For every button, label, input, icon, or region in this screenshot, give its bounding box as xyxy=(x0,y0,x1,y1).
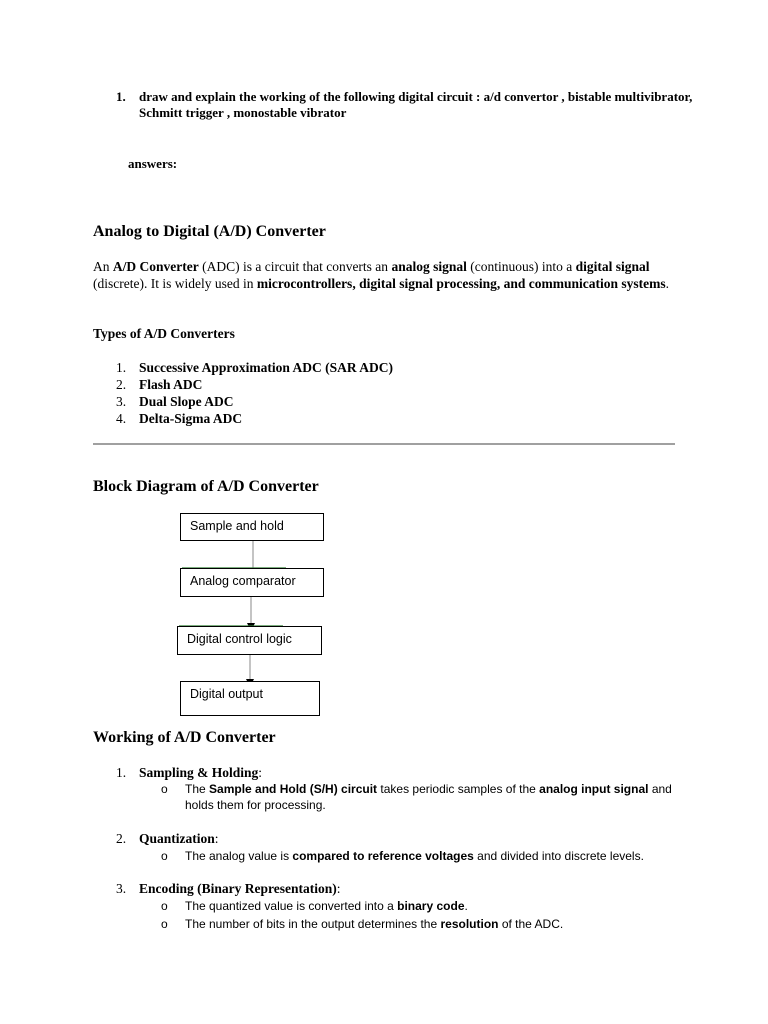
step-number: 1. xyxy=(116,765,127,780)
step-detail xyxy=(185,781,685,813)
list-item xyxy=(116,359,393,376)
step-title xyxy=(139,881,341,897)
step-title xyxy=(139,765,262,781)
bullet-icon: o xyxy=(161,899,168,913)
list-label: Flash ADC xyxy=(139,377,203,392)
list-item xyxy=(116,376,393,393)
detail-text: The quantized value is converted into a xyxy=(185,899,398,913)
step-label: Quantization xyxy=(139,831,215,846)
bullet-icon: o xyxy=(161,917,168,931)
diagram-box-sample-and-hold: Sample and hold xyxy=(180,513,324,541)
intro-text: . xyxy=(665,275,669,291)
list-label: Delta-Sigma ADC xyxy=(139,411,243,426)
types-list xyxy=(116,359,393,427)
detail-bold: analog input signal xyxy=(539,782,649,796)
step-title xyxy=(139,831,219,847)
detail-text: The analog value is xyxy=(185,849,293,863)
step-detail xyxy=(185,848,685,864)
detail-text: and divided into discrete levels. xyxy=(473,849,644,863)
detail-bold: resolution xyxy=(440,917,499,931)
step-label: Encoding (Binary Representation) xyxy=(139,881,337,896)
step-label: Sampling & Holding xyxy=(139,765,259,780)
question-text: draw and explain the working of the following digital circuit : a/d convertor , bistable multivibrator, Schmitt trigger , monostable vibrator xyxy=(139,89,693,120)
detail-text: The xyxy=(185,782,210,796)
intro-text: (ADC) is a circuit that converts an xyxy=(198,259,392,274)
step-colon: : xyxy=(336,881,341,896)
list-label: Successive Approximation ADC (SAR ADC) xyxy=(139,360,394,375)
intro-bold: microcontrollers, digital signal processing, and communication systems xyxy=(256,275,666,291)
detail-text: The number of bits in the output determines the xyxy=(185,917,441,931)
detail-text: takes periodic samples of the xyxy=(377,782,540,796)
intro-bold: A/D Converter xyxy=(112,259,199,274)
diagram-box-digital-output: Digital output xyxy=(180,681,320,716)
intro-text: An xyxy=(93,259,113,274)
diagram-box-digital-control-logic: Digital control logic xyxy=(177,626,322,655)
step-detail xyxy=(185,916,685,932)
detail-text: and holds them for processing. xyxy=(185,782,672,812)
intro-text: (continuous) into a xyxy=(466,259,576,274)
working-heading: Working of A/D Converter xyxy=(93,729,276,746)
list-item xyxy=(116,410,393,427)
list-number: 3. xyxy=(116,394,127,409)
diagram-box-analog-comparator: Analog comparator xyxy=(180,568,324,597)
bullet-icon: o xyxy=(161,782,168,796)
step-colon: : xyxy=(214,831,219,846)
adc-intro-paragraph xyxy=(93,259,673,292)
detail-text: . xyxy=(464,899,468,913)
horizontal-divider xyxy=(93,443,675,445)
detail-bold: compared to reference voltages xyxy=(292,849,474,863)
adc-heading: Analog to Digital (A/D) Converter xyxy=(93,223,326,240)
block-diagram-heading: Block Diagram of A/D Converter xyxy=(93,478,319,495)
detail-text: of the ADC. xyxy=(498,917,564,931)
detail-bold: binary code xyxy=(397,899,465,913)
bullet-icon: o xyxy=(161,849,168,863)
list-number: 1. xyxy=(116,360,127,375)
intro-bold: digital signal xyxy=(575,259,650,274)
question-number: 1. xyxy=(116,89,126,104)
step-number: 2. xyxy=(116,831,127,846)
intro-bold: analog signal xyxy=(391,259,467,274)
list-number: 4. xyxy=(116,411,127,426)
list-label: Dual Slope ADC xyxy=(139,394,234,409)
detail-bold: Sample and Hold (S/H) circuit xyxy=(209,782,378,796)
step-colon: : xyxy=(258,765,263,780)
answers-label: answers: xyxy=(128,156,178,171)
list-number: 2. xyxy=(116,377,127,392)
list-item xyxy=(116,393,393,410)
intro-text: (discrete). It is widely used in xyxy=(93,275,257,291)
types-heading: Types of A/D Converters xyxy=(93,326,235,341)
step-number: 3. xyxy=(116,881,127,896)
step-detail xyxy=(185,898,685,914)
